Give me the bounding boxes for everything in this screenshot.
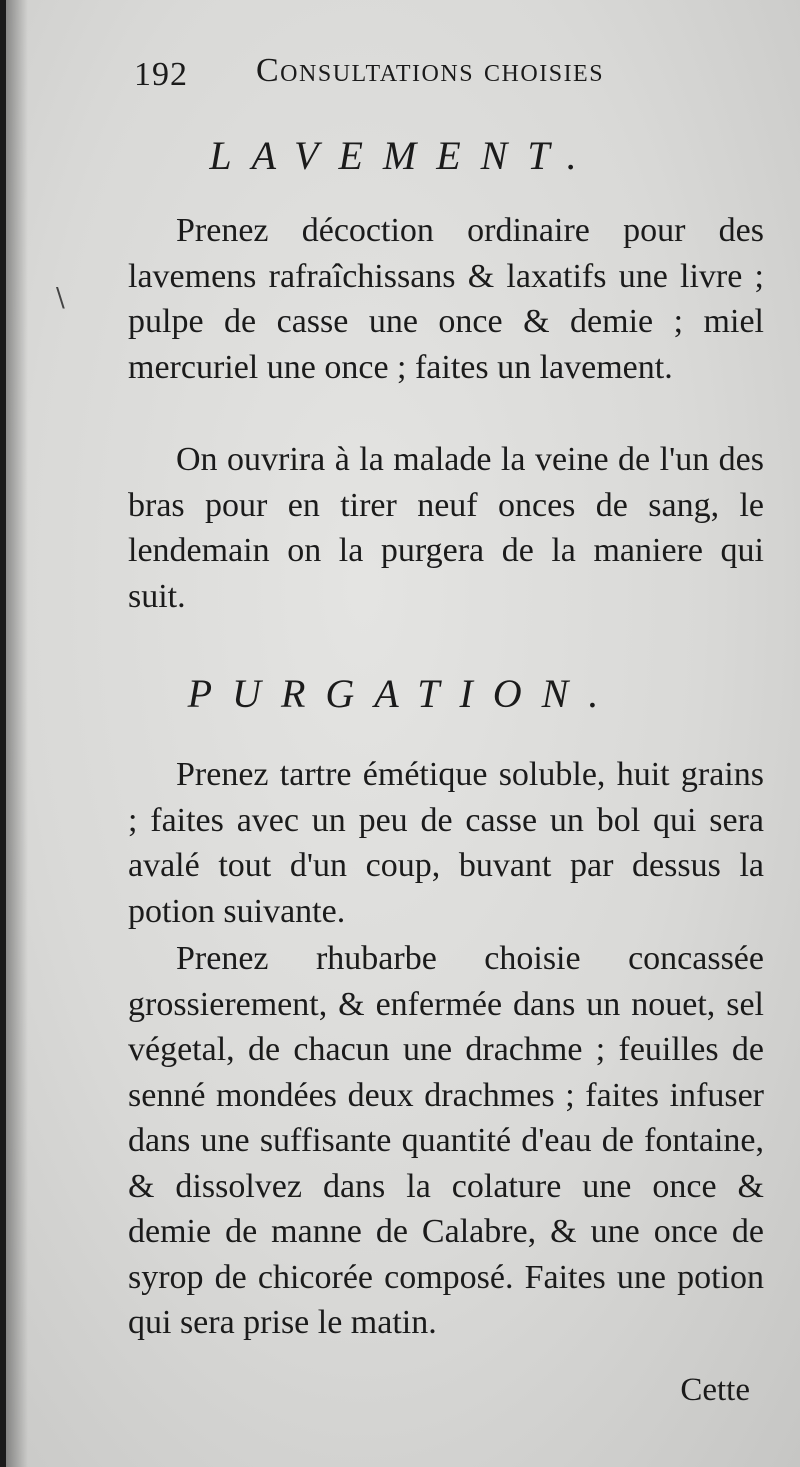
margin-mark: \: [56, 283, 65, 313]
paragraph: On ouvrira à la malade la veine de l'un des bras pour en tirer neuf onces de sang, le lendemain on la purgera de la maniere qui suit.: [128, 441, 764, 615]
catchword: Cette: [680, 1372, 750, 1408]
page-header: [134, 46, 694, 96]
paragraph: Prenez décoction ordinaire pour des lavemens rafraîchissans & laxatifs une livre ; pulpe de casse une once & demie ; miel mercuriel une once ; faites un lavement.: [128, 212, 764, 386]
gutter-shadow: [6, 0, 28, 1467]
running-title: Consultations choisies: [256, 52, 605, 89]
section-title-purgation: PURGATION.: [187, 671, 619, 716]
page-number: 192: [134, 56, 188, 93]
paragraph: Prenez tartre émétique soluble, huit grains ; faites avec un peu de casse un bol qui sera avalé tout d'un coup, buvant par dessus la potion suivante.: [128, 756, 764, 930]
paragraph: Prenez rhubarbe choisie concassée grossierement, & enfermée dans un nouet, sel végetal, de chacun une drachme ; feuilles de senné mondées deux drachmes ; faites infuser dans une suffisante quantité d'eau de fontaine, & dissolvez dans la colature une once & demie de manne de Calabre, & une once de syrop de chicorée composé. Faites une potion qui sera prise le matin.: [128, 940, 764, 1341]
section-title-lavement: LAVEMENT.: [209, 133, 597, 178]
book-page: [6, 0, 800, 1467]
